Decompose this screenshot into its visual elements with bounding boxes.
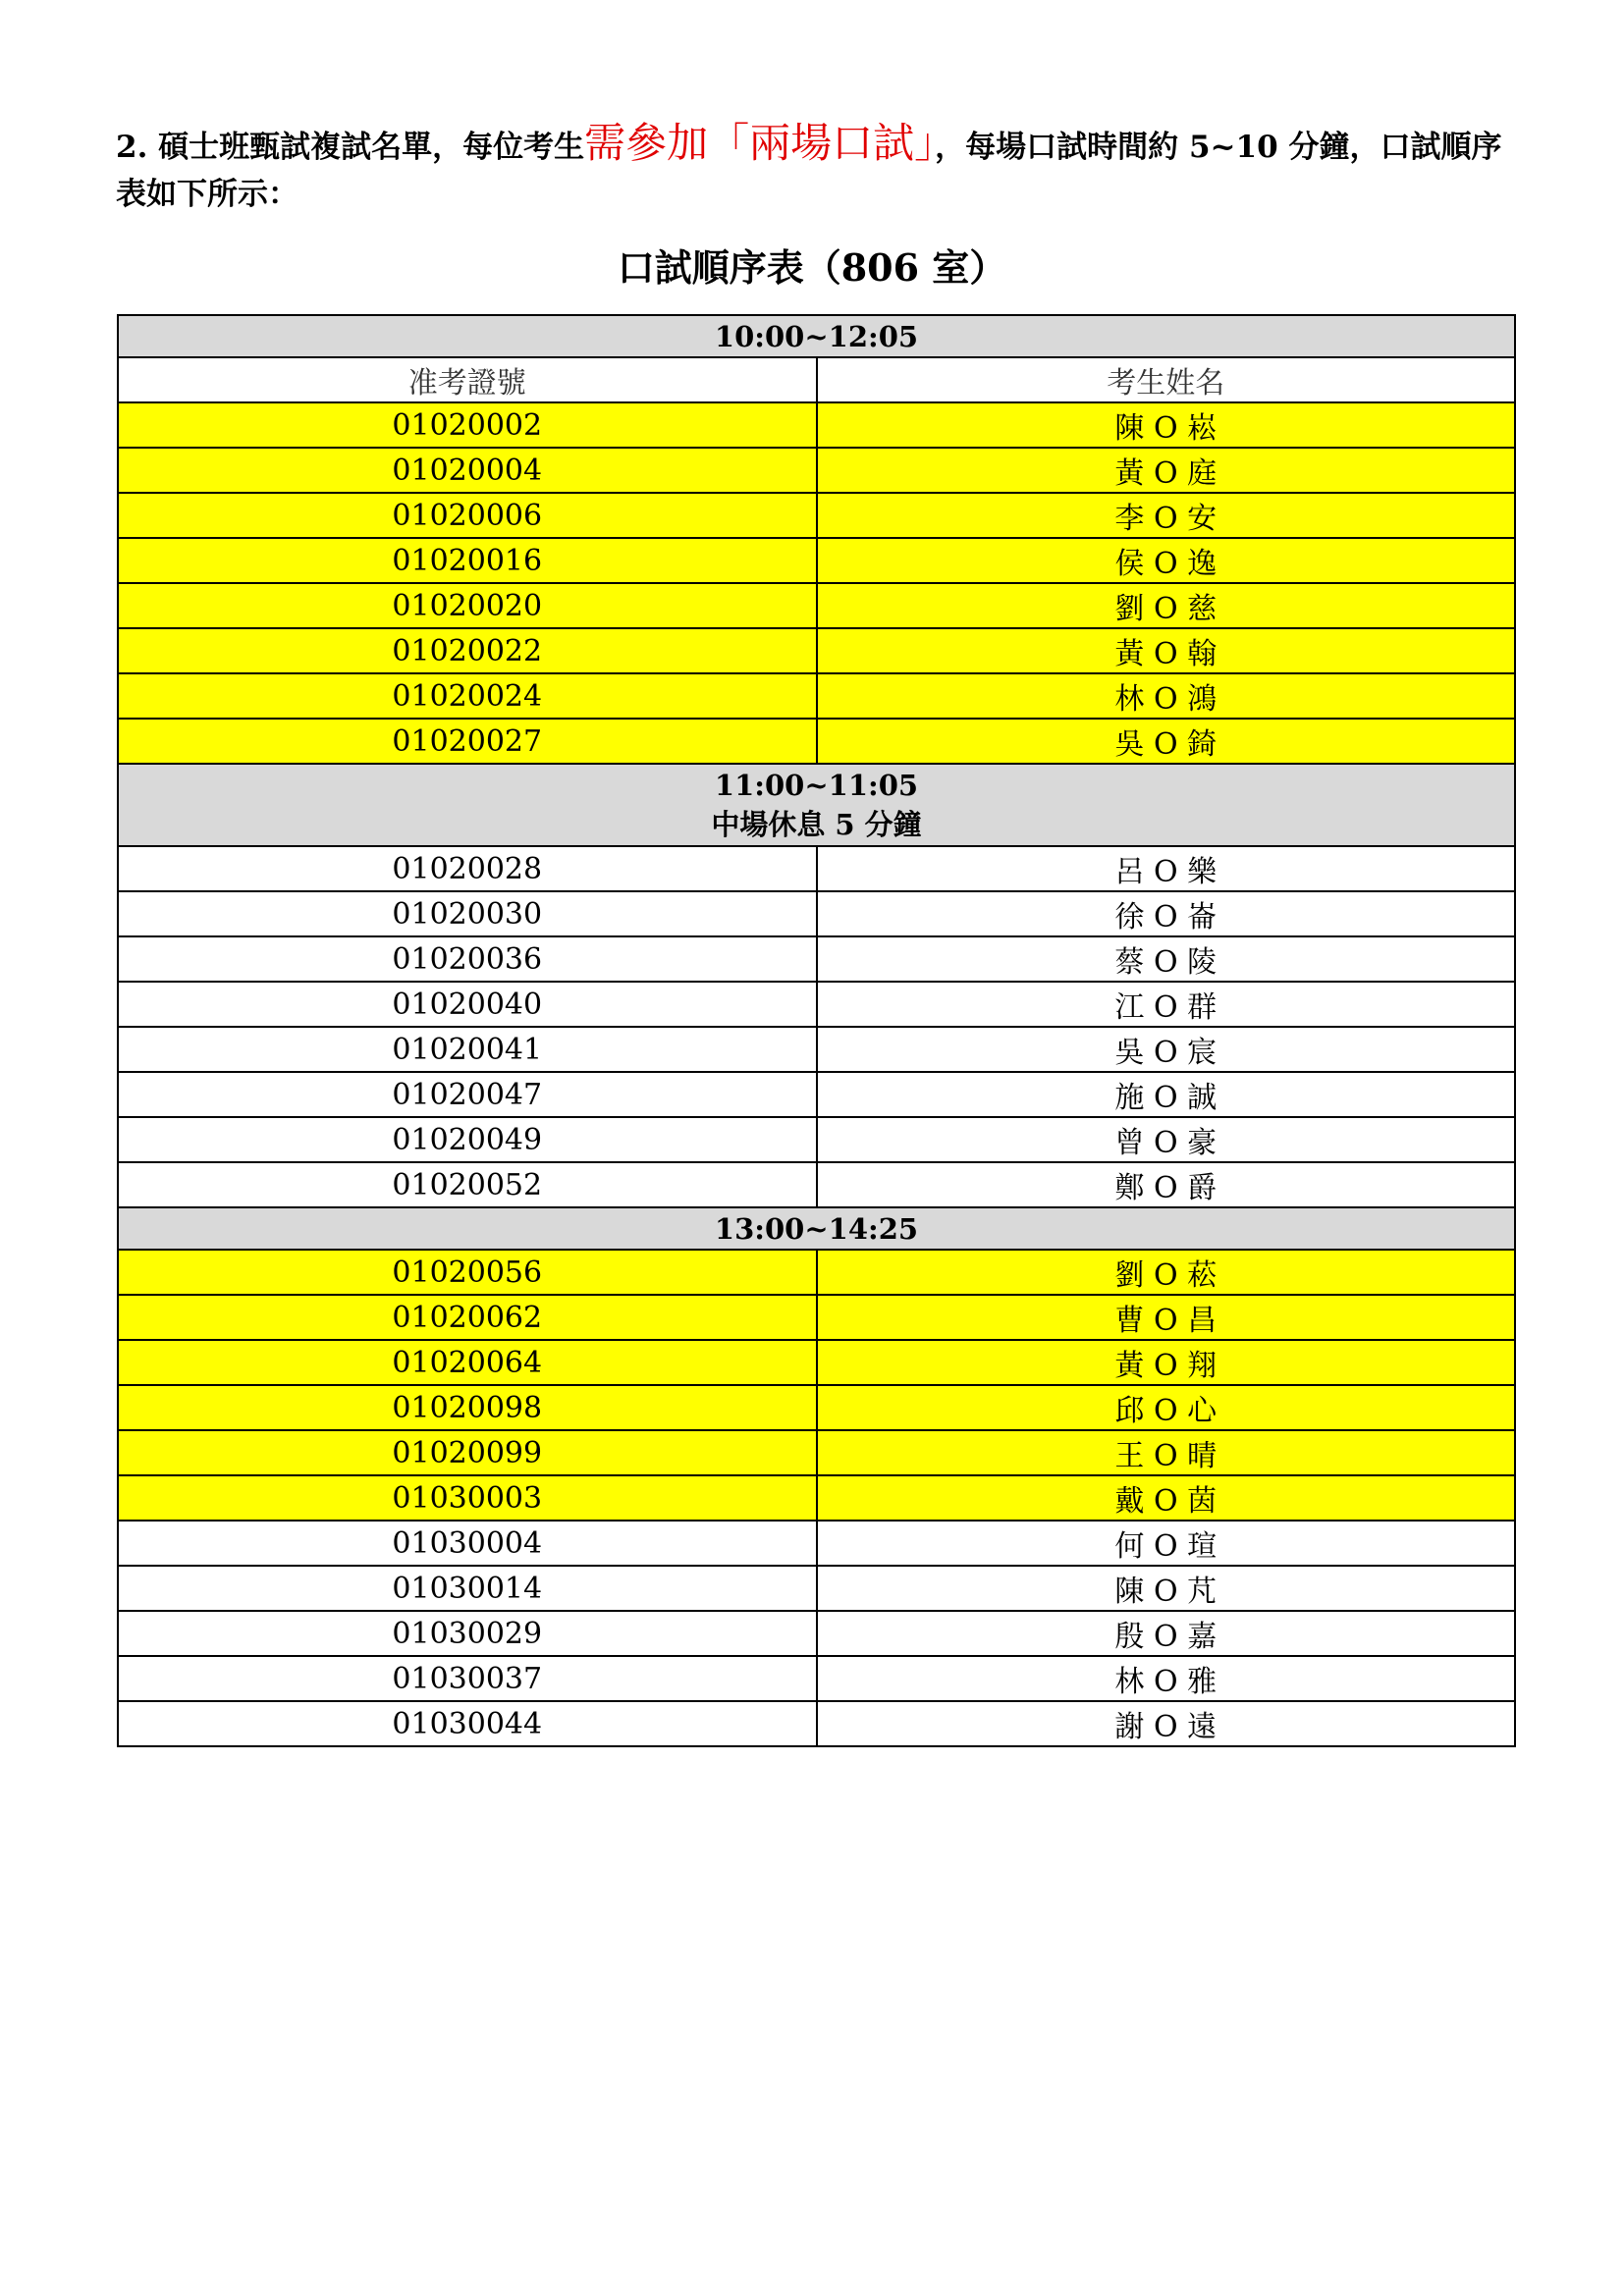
exam-id-cell: 01020047 bbox=[118, 1072, 817, 1117]
header-exam-id: 准考證號 bbox=[118, 357, 817, 402]
table-row bbox=[118, 628, 1515, 673]
table-row bbox=[118, 493, 1515, 538]
exam-id-cell: 01020024 bbox=[118, 673, 817, 719]
intro-emphasis: 需參加「兩場口試」 bbox=[584, 119, 936, 167]
candidate-name-cell: 王 O 晴 bbox=[817, 1430, 1516, 1475]
table-row bbox=[118, 982, 1515, 1027]
exam-id-cell: 01020049 bbox=[118, 1117, 817, 1162]
candidate-name-cell: 陳 O 崧 bbox=[817, 402, 1516, 448]
header-candidate-name: 考生姓名 bbox=[817, 357, 1516, 402]
table-row bbox=[118, 1027, 1515, 1072]
exam-id-cell: 01020022 bbox=[118, 628, 817, 673]
interview-schedule-table bbox=[117, 314, 1516, 1747]
table-row bbox=[118, 1430, 1515, 1475]
table-row bbox=[118, 538, 1515, 583]
exam-id-cell: 01030044 bbox=[118, 1701, 817, 1746]
candidate-name-cell: 施 O 誠 bbox=[817, 1072, 1516, 1117]
time-slot-cell bbox=[118, 764, 1515, 846]
exam-id-cell: 01020064 bbox=[118, 1340, 817, 1385]
time-slot-label: 10:00~12:05 bbox=[714, 319, 919, 353]
table-row bbox=[118, 1701, 1515, 1746]
table-row bbox=[118, 1250, 1515, 1295]
intro-paragraph bbox=[116, 120, 1520, 218]
time-slot-row bbox=[118, 1207, 1515, 1250]
table-row bbox=[118, 1162, 1515, 1207]
exam-id-cell: 01030003 bbox=[118, 1475, 817, 1521]
time-slot-label: 11:00~11:05 bbox=[714, 769, 919, 802]
exam-id-cell: 01020098 bbox=[118, 1385, 817, 1430]
exam-id-cell: 01030037 bbox=[118, 1656, 817, 1701]
exam-id-cell: 01030004 bbox=[118, 1521, 817, 1566]
table-row bbox=[118, 402, 1515, 448]
exam-id-cell: 01020027 bbox=[118, 719, 817, 764]
table-row bbox=[118, 936, 1515, 982]
candidate-name-cell: 呂 O 樂 bbox=[817, 846, 1516, 891]
exam-id-cell: 01020036 bbox=[118, 936, 817, 982]
table-row bbox=[118, 719, 1515, 764]
candidate-name-cell: 鄭 O 爵 bbox=[817, 1162, 1516, 1207]
candidate-name-cell: 曹 O 昌 bbox=[817, 1295, 1516, 1340]
exam-id-cell: 01020056 bbox=[118, 1250, 817, 1295]
intro-suffix: ，每場口試時間約 5~10 分鐘，口試順序表如下所示： bbox=[116, 130, 1502, 212]
table-row bbox=[118, 846, 1515, 891]
candidate-name-cell: 黃 O 庭 bbox=[817, 448, 1516, 493]
table-row bbox=[118, 583, 1515, 628]
candidate-name-cell: 殷 O 嘉 bbox=[817, 1611, 1516, 1656]
table-row bbox=[118, 448, 1515, 493]
table-row bbox=[118, 1611, 1515, 1656]
time-slot-row bbox=[118, 315, 1515, 357]
exam-id-cell: 01020004 bbox=[118, 448, 817, 493]
candidate-name-cell: 吳 O 錡 bbox=[817, 719, 1516, 764]
page-title: 口試順序表（806 室） bbox=[617, 245, 1007, 290]
table-row bbox=[118, 1117, 1515, 1162]
candidate-name-cell: 黃 O 翔 bbox=[817, 1340, 1516, 1385]
table-row bbox=[118, 673, 1515, 719]
exam-id-cell: 01020006 bbox=[118, 493, 817, 538]
candidate-name-cell: 侯 O 逸 bbox=[817, 538, 1516, 583]
exam-id-cell: 01020041 bbox=[118, 1027, 817, 1072]
table-row bbox=[118, 1340, 1515, 1385]
candidate-name-cell: 謝 O 遠 bbox=[817, 1701, 1516, 1746]
candidate-name-cell: 黃 O 翰 bbox=[817, 628, 1516, 673]
intro-prefix: 2. 碩士班甄試複試名單，每位考生 bbox=[116, 130, 585, 165]
exam-id-cell: 01020002 bbox=[118, 402, 817, 448]
break-note: 中場休息 5 分鐘 bbox=[711, 808, 922, 841]
exam-id-cell: 01020016 bbox=[118, 538, 817, 583]
schedule-body bbox=[118, 315, 1515, 1746]
exam-id-cell: 01020030 bbox=[118, 891, 817, 936]
exam-id-cell: 01030029 bbox=[118, 1611, 817, 1656]
table-row bbox=[118, 1295, 1515, 1340]
candidate-name-cell: 林 O 鴻 bbox=[817, 673, 1516, 719]
candidate-name-cell: 戴 O 茵 bbox=[817, 1475, 1516, 1521]
candidate-name-cell: 何 O 瑄 bbox=[817, 1521, 1516, 1566]
table-row bbox=[118, 1566, 1515, 1611]
candidate-name-cell: 徐 O 崙 bbox=[817, 891, 1516, 936]
candidate-name-cell: 陳 O 芃 bbox=[817, 1566, 1516, 1611]
table-row bbox=[118, 1475, 1515, 1521]
table-row bbox=[118, 1072, 1515, 1117]
time-slot-label: 13:00~14:25 bbox=[714, 1211, 919, 1246]
candidate-name-cell: 邱 O 心 bbox=[817, 1385, 1516, 1430]
candidate-name-cell: 劉 O 菘 bbox=[817, 1250, 1516, 1295]
table-row bbox=[118, 1385, 1515, 1430]
exam-id-cell: 01030014 bbox=[118, 1566, 817, 1611]
exam-id-cell: 01020052 bbox=[118, 1162, 817, 1207]
exam-id-cell: 01020040 bbox=[118, 982, 817, 1027]
table-row bbox=[118, 1521, 1515, 1566]
time-slot-row bbox=[118, 764, 1515, 846]
exam-id-cell: 01020020 bbox=[118, 583, 817, 628]
column-header-row bbox=[118, 357, 1515, 402]
candidate-name-cell: 吳 O 宸 bbox=[817, 1027, 1516, 1072]
candidate-name-cell: 江 O 群 bbox=[817, 982, 1516, 1027]
candidate-name-cell: 劉 O 慈 bbox=[817, 583, 1516, 628]
table-row bbox=[118, 1656, 1515, 1701]
time-slot-cell bbox=[118, 315, 1515, 357]
table-row bbox=[118, 891, 1515, 936]
candidate-name-cell: 曾 O 豪 bbox=[817, 1117, 1516, 1162]
candidate-name-cell: 李 O 安 bbox=[817, 493, 1516, 538]
time-slot-cell bbox=[118, 1207, 1515, 1250]
candidate-name-cell: 蔡 O 陵 bbox=[817, 936, 1516, 982]
exam-id-cell: 01020062 bbox=[118, 1295, 817, 1340]
candidate-name-cell: 林 O 雅 bbox=[817, 1656, 1516, 1701]
exam-id-cell: 01020028 bbox=[118, 846, 817, 891]
exam-id-cell: 01020099 bbox=[118, 1430, 817, 1475]
